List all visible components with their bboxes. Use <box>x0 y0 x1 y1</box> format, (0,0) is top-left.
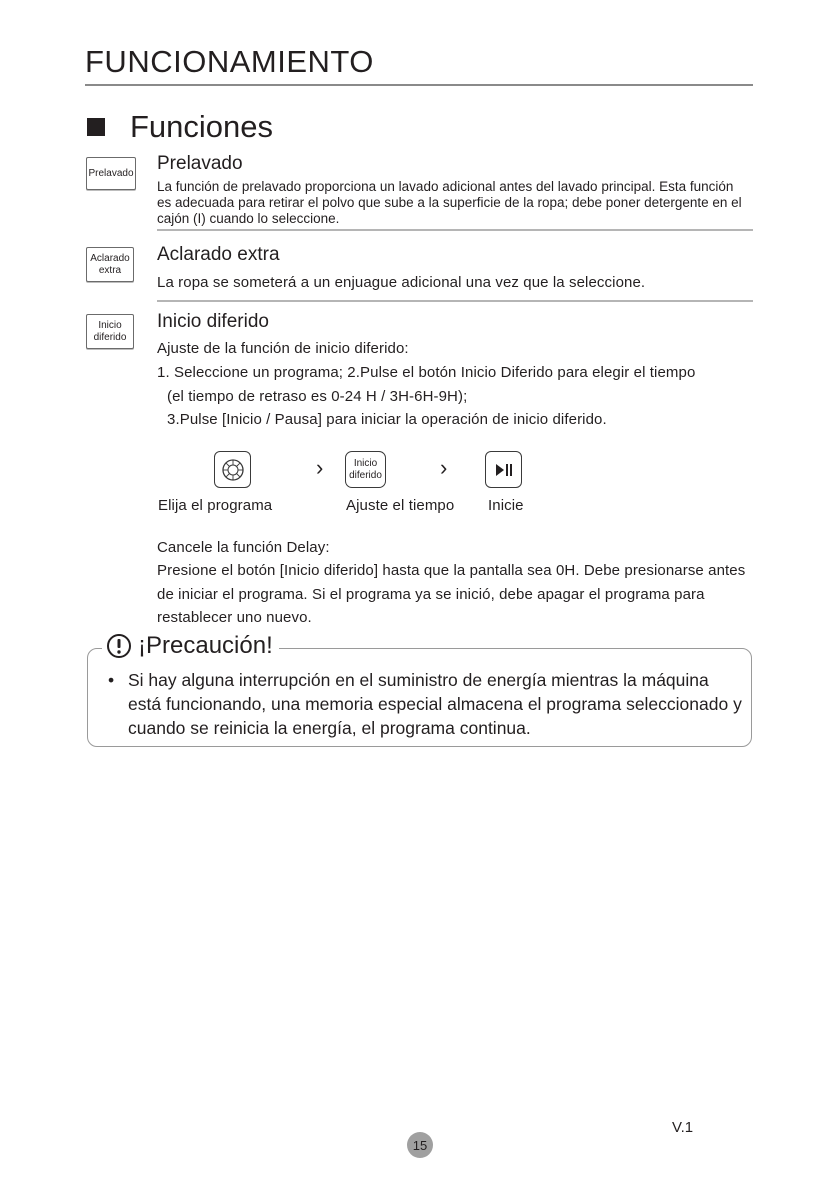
prewash-button-illustration <box>86 157 136 190</box>
cancel-line: de iniciar el programa. Si el programa ya se inició, debe apagar el programa para <box>157 586 705 603</box>
extra-rinse-title: Aclarado extra <box>157 244 280 265</box>
delay-start-icon-label-line2: diferido <box>349 469 382 481</box>
caution-line: está funcionando, una memoria especial almacena el programa seleccionado y <box>128 694 742 714</box>
extra-rinse-button-illustration <box>86 247 134 282</box>
step-arrow: › <box>440 455 448 480</box>
step2-label: Ajuste el tiempo <box>346 497 455 514</box>
step1-label: Elija el programa <box>158 497 273 514</box>
start-pause-icon <box>485 451 522 488</box>
section-bullet-square <box>87 118 105 136</box>
prewash-line: cajón (I) cuando lo seleccione. <box>157 211 340 226</box>
caution-bullet: • <box>108 670 115 690</box>
cancel-line: Presione el botón [Inicio diferido] hasta que la pantalla sea 0H. Debe presionarse antes <box>157 562 746 579</box>
prewash-title: Prelavado <box>157 153 243 174</box>
caution-line: cuando se reinicia la energía, el programa continua. <box>128 718 531 738</box>
prewash-description <box>157 179 757 227</box>
version-label: V.1 <box>672 1119 694 1136</box>
section-heading: Funciones <box>130 109 274 144</box>
extra-rinse-button-label-line1: Aclarado <box>90 252 130 264</box>
delay-start-line: 3.Pulse [Inicio / Pausa] para iniciar la operación de inicio diferido. <box>167 411 607 428</box>
step-arrow: › <box>316 455 324 480</box>
delay-start-icon-label-line1: Inicio <box>353 457 378 469</box>
page-title: FUNCIONAMIENTO <box>85 44 374 79</box>
step3-label: Inicie <box>488 497 524 514</box>
delay-start-icon <box>345 451 386 488</box>
delay-start-button-illustration <box>86 314 134 349</box>
caution-title: ¡Precaución! <box>138 632 273 659</box>
delay-start-line: Ajuste de la función de inicio diferido: <box>157 340 409 357</box>
prewash-button-label: Prelavado <box>88 167 134 179</box>
caution-line-text: Si hay alguna interrupción en el suministro de energía mientras la máquina <box>128 670 709 690</box>
extra-rinse-button-label-line2: extra <box>98 264 122 276</box>
cancel-line: Cancele la función Delay: <box>157 539 330 556</box>
caution-line <box>108 668 738 692</box>
section-divider <box>157 300 753 302</box>
delay-start-title: Inicio diferido <box>157 311 269 332</box>
exclamation-circle-icon <box>106 633 132 659</box>
program-dial-icon <box>214 451 251 488</box>
delay-start-line: 1. Seleccione un programa; 2.Pulse el botón Inicio Diferido para elegir el tiempo <box>157 364 696 381</box>
page-number: 15 <box>407 1132 433 1158</box>
caution-header <box>102 632 279 660</box>
cancel-line: restablecer uno nuevo. <box>157 609 312 626</box>
delay-start-line: (el tiempo de retraso es 0-24 H / 3H-6H-9H); <box>167 388 468 405</box>
caution-text <box>108 668 742 740</box>
prewash-line: La función de prelavado proporciona un lavado adicional antes del lavado principal. Esta función <box>157 179 734 194</box>
prewash-line: es adecuada para retirar el polvo que sube a la superficie de la ropa; debe poner detergente en el <box>157 195 742 210</box>
section-divider <box>157 229 753 231</box>
title-divider <box>85 84 753 86</box>
delay-start-button-label-line1: Inicio <box>98 319 122 331</box>
extra-rinse-description: La ropa se someterá a un enjuague adicional una vez que la seleccione. <box>157 274 646 291</box>
delay-start-button-label-line2: diferido <box>93 331 127 343</box>
